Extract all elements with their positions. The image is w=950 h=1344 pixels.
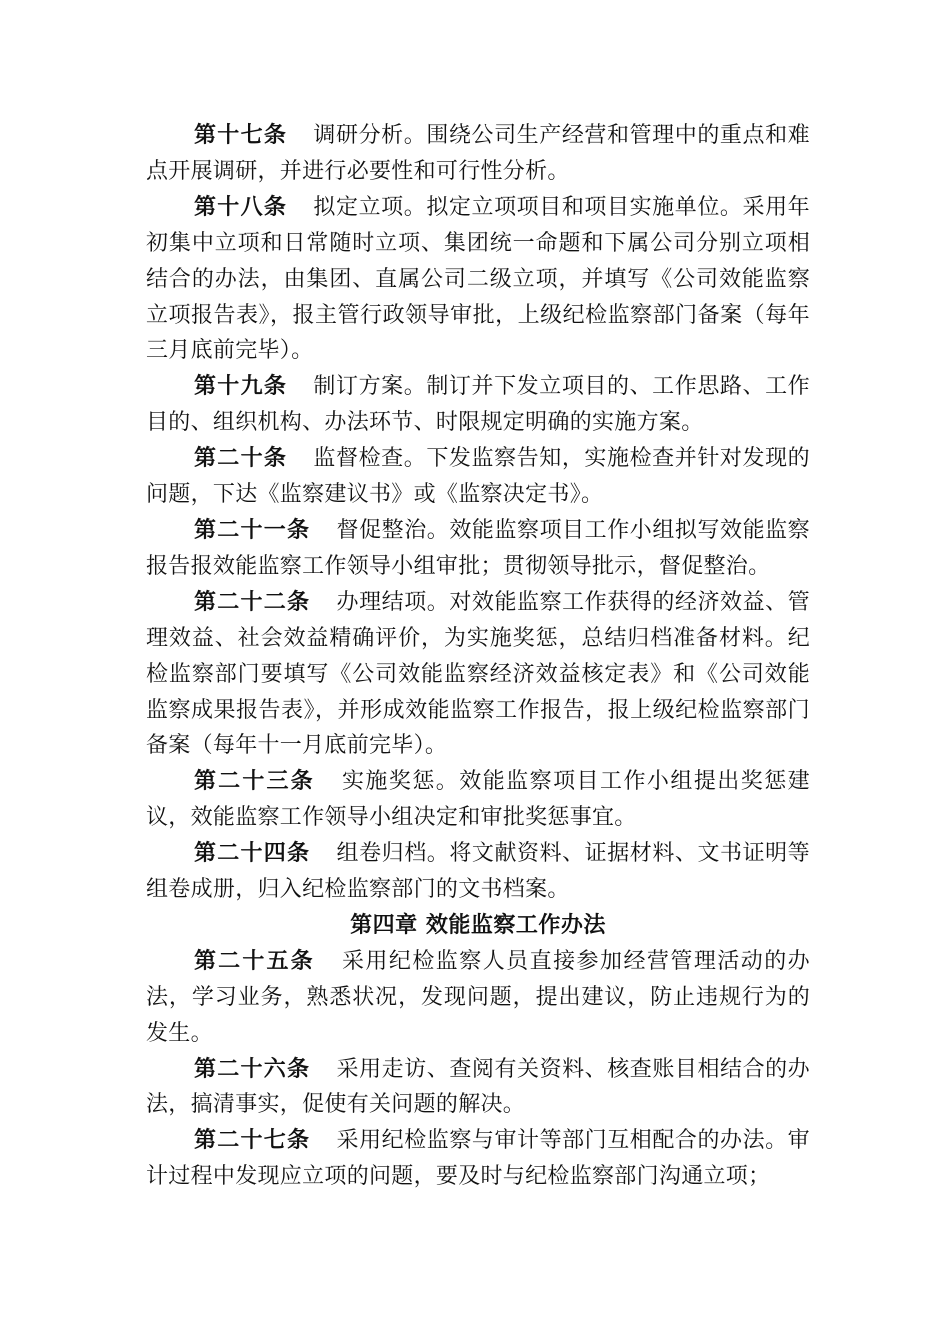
document-page — [146, 118, 810, 1195]
article-paragraph — [146, 513, 810, 585]
article-text: 实施奖惩。效能监察项目工作小组提出奖惩建议，效能监察工作领导小组决定和审批奖惩事宜。 — [146, 769, 810, 831]
article-text: 采用纪检监察与审计等部门互相配合的办法。审计过程中发现应立项的问题，要及时与纪检监察部门沟通立项； — [146, 1128, 810, 1190]
article-text: 采用走访、查阅有关资料、核查账目相结合的办法，搞清事实，促使有关问题的解决。 — [146, 1056, 810, 1118]
article-paragraph — [146, 1123, 810, 1195]
article-number: 第二十一条 — [194, 516, 311, 543]
article-text: 拟定立项。拟定立项项目和项目实施单位。采用年初集中立项和日常随时立项、集团统一命题和下属公司分别立项相结合的办法，由集团、直属公司二级立项，并填写《公司效能监察立项报告表》，报主管行政领导审批，上级纪检监察部门备案（每年三月底前完毕）。 — [146, 194, 810, 364]
article-number: 第二十四条 — [194, 840, 311, 867]
article-text: 调研分析。围绕公司生产经营和管理中的重点和难点开展调研，并进行必要性和可行性分析。 — [146, 123, 810, 184]
article-text: 督促整治。效能监察项目工作小组拟写效能监察报告报效能监察工作领导小组审批；贯彻领导批示，督促整治。 — [146, 517, 810, 579]
article-paragraph — [146, 764, 810, 836]
article-paragraph — [146, 441, 810, 513]
article-text: 制订方案。制订并下发立项目的、工作思路、工作目的、组织机构、办法环节、时限规定明确的实施方案。 — [146, 374, 810, 436]
articles-section-after-chapter — [146, 944, 810, 1195]
article-paragraph — [146, 369, 810, 441]
article-paragraph — [146, 118, 810, 190]
articles-section-before-chapter — [146, 118, 810, 908]
article-number: 第二十三条 — [194, 768, 315, 795]
article-text: 办理结项。对效能监察工作获得的经济效益、管理效益、社会效益精确评价，为实施奖惩，总结归档准备材料。纪检监察部门要填写《公司效能监察经济效益核定表》和《公司效能监察成果报告表》，并形成效能监察工作报告，报上级纪检监察部门备案（每年十一月底前完毕）。 — [146, 589, 810, 759]
article-text: 组卷归档。将文献资料、证据材料、文书证明等组卷成册，归入纪检监察部门的文书档案。 — [146, 841, 810, 903]
article-paragraph — [146, 585, 810, 765]
article-text: 采用纪检监察人员直接参加经营管理活动的办法，学习业务，熟悉状况，发现问题，提出建议，防止违规行为的发生。 — [146, 948, 810, 1046]
article-paragraph — [146, 836, 810, 908]
article-paragraph — [146, 190, 810, 370]
article-number: 第二十五条 — [194, 947, 315, 974]
article-number: 第二十二条 — [194, 588, 311, 615]
article-number: 第二十七条 — [194, 1127, 311, 1154]
article-paragraph — [146, 944, 810, 1052]
article-text: 监督检查。下发监察告知，实施检查并针对发现的问题，下达《监察建议书》或《监察决定书》。 — [146, 446, 810, 508]
article-number: 第二十条 — [194, 445, 288, 472]
article-number: 第二十六条 — [194, 1055, 311, 1082]
article-number: 第十八条 — [194, 193, 288, 220]
chapter-heading: 第四章 效能监察工作办法 — [350, 911, 606, 938]
article-number: 第十七条 — [194, 122, 288, 148]
article-number: 第十九条 — [194, 373, 288, 400]
article-paragraph — [146, 1052, 810, 1124]
